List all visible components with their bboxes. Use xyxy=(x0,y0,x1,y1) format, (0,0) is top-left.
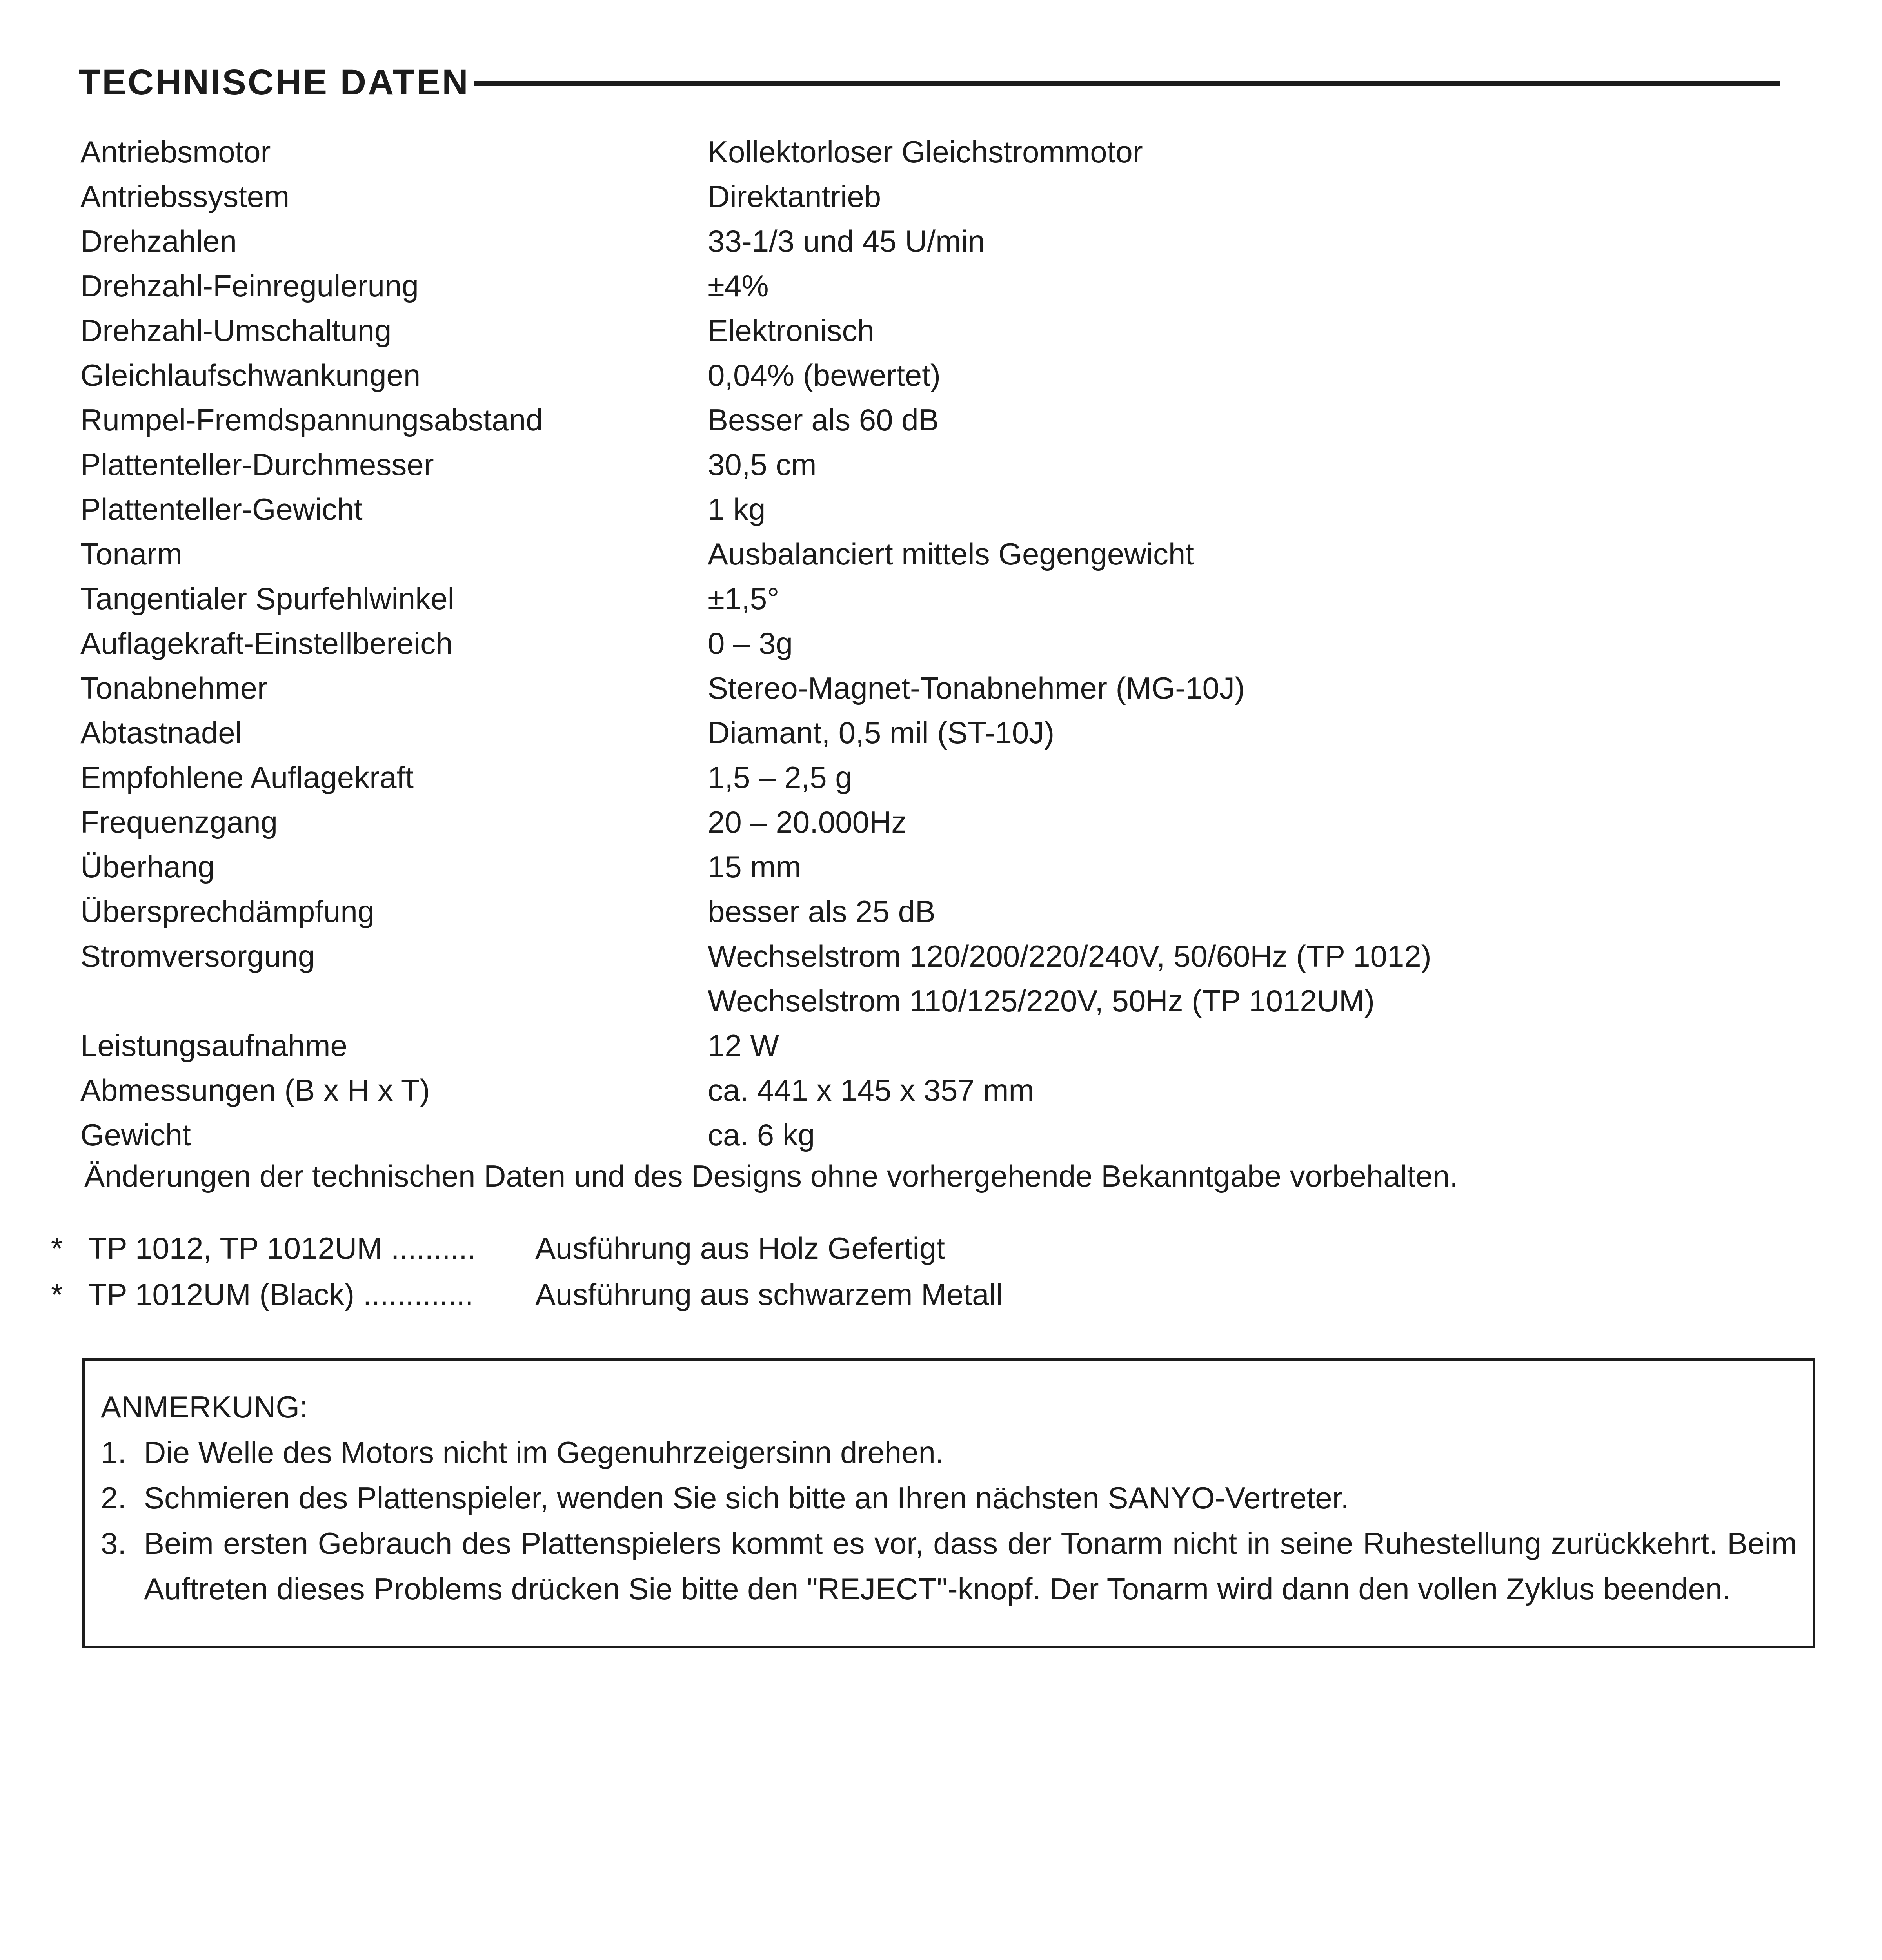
spec-label: Drehzahl-Feinregulerung xyxy=(80,268,419,303)
spec-values xyxy=(708,621,1766,666)
spec-row xyxy=(80,174,1766,219)
spec-label: Antriebsmotor xyxy=(80,134,271,169)
spec-values xyxy=(708,263,1766,308)
spec-row xyxy=(80,1068,1766,1112)
spec-value: Diamant, 0,5 mil (ST-10J) xyxy=(708,715,1055,750)
spec-row xyxy=(80,532,1766,576)
spec-values xyxy=(708,397,1766,442)
model-description: Ausführung aus Holz Gefertigt xyxy=(535,1230,945,1265)
spec-values xyxy=(708,1068,1766,1112)
spec-values xyxy=(708,1112,1766,1157)
spec-values xyxy=(708,442,1766,487)
spec-values xyxy=(708,844,1766,889)
page-title: TECHNISCHE DATEN xyxy=(78,62,470,102)
spec-row xyxy=(80,219,1766,263)
spec-label: Auflagekraft-Einstellbereich xyxy=(80,626,453,661)
spec-row xyxy=(80,308,1766,353)
spec-row xyxy=(80,666,1766,710)
spec-label: Überhang xyxy=(80,849,215,884)
spec-values xyxy=(708,1023,1766,1068)
spec-values xyxy=(708,174,1766,219)
spec-value: 1 kg xyxy=(708,492,766,526)
spec-row xyxy=(80,1112,1766,1157)
spec-row xyxy=(80,487,1766,532)
spec-label: Frequenzgang xyxy=(80,804,278,839)
note-title: ANMERKUNG: xyxy=(101,1390,308,1424)
spec-value: 33-1/3 und 45 U/min xyxy=(708,224,985,258)
spec-values xyxy=(708,576,1766,621)
spec-label: Plattenteller-Gewicht xyxy=(80,492,363,526)
model-description: Ausführung aus schwarzem Metall xyxy=(535,1277,1003,1312)
spec-values xyxy=(708,219,1766,263)
spec-value: 12 W xyxy=(708,1028,779,1063)
note-text: Beim ersten Gebrauch des Plattenspielers kommt es vor, dass der Tonarm nicht in seine Ruhestellung zurückkehrt. Beim Auftreten dieses Problems drücken Sie bitte den "REJECT"-knopf. Der Tonarm wird dann den vollen Zyklus beenden. xyxy=(144,1526,1797,1606)
spec-row xyxy=(80,397,1766,442)
spec-row xyxy=(80,1023,1766,1068)
spec-value: Ausbalanciert mittels Gegengewicht xyxy=(708,537,1194,571)
spec-values xyxy=(708,532,1766,576)
spec-value: Direktantrieb xyxy=(708,179,881,214)
spec-label: Gewicht xyxy=(80,1117,191,1152)
spec-label: Drehzahl-Umschaltung xyxy=(80,313,392,348)
spec-values xyxy=(708,889,1766,934)
model-row xyxy=(51,1271,1737,1318)
spec-row xyxy=(80,934,1766,1023)
spec-row xyxy=(80,755,1766,800)
spec-row xyxy=(80,353,1766,397)
note-item xyxy=(101,1430,1797,1475)
disclaimer: Änderungen der technischen Daten und des Designs ohne vorhergehende Bekanntgabe vorbehalten. xyxy=(84,1159,1458,1193)
spec-row xyxy=(80,576,1766,621)
spec-values xyxy=(708,710,1766,755)
spec-value: 15 mm xyxy=(708,849,801,884)
spec-label: Rumpel-Fremdspannungsabstand xyxy=(80,402,543,437)
spec-values xyxy=(708,666,1766,710)
spec-values xyxy=(708,800,1766,844)
spec-value: 0,04% (bewertet) xyxy=(708,358,941,392)
spec-label: Empfohlene Auflagekraft xyxy=(80,760,414,795)
title-rule xyxy=(474,81,1780,86)
spec-row xyxy=(80,442,1766,487)
spec-values xyxy=(708,353,1766,397)
spec-label: Stromversorgung xyxy=(80,939,315,973)
spec-values xyxy=(708,755,1766,800)
note-item xyxy=(101,1521,1797,1612)
spec-row xyxy=(80,800,1766,844)
spec-label: Antriebssystem xyxy=(80,179,290,214)
spec-value: Elektronisch xyxy=(708,313,874,348)
note-text: Die Welle des Motors nicht im Gegenuhrzeigersinn drehen. xyxy=(144,1435,944,1470)
spec-values xyxy=(708,308,1766,353)
model-row xyxy=(51,1225,1737,1271)
spec-table xyxy=(80,129,1766,1157)
spec-label: Drehzahlen xyxy=(80,223,237,258)
spec-label: Tonarm xyxy=(80,536,183,571)
spec-value: besser als 25 dB xyxy=(708,894,936,929)
spec-value: Besser als 60 dB xyxy=(708,403,939,437)
spec-row xyxy=(80,710,1766,755)
spec-row xyxy=(80,621,1766,666)
spec-label: Leistungsaufnahme xyxy=(80,1028,347,1063)
spec-value: ca. 441 x 145 x 357 mm xyxy=(708,1073,1034,1107)
spec-label: Plattenteller-Durchmesser xyxy=(80,447,434,482)
model-star: * xyxy=(51,1230,63,1265)
section-header xyxy=(78,59,1780,106)
spec-value: 0 – 3g xyxy=(708,626,793,661)
spec-values xyxy=(708,934,1766,1023)
model-name: TP 1012, TP 1012UM .......... xyxy=(88,1230,476,1265)
spec-label: Tonabnehmer xyxy=(80,670,267,705)
note-item xyxy=(101,1475,1797,1521)
note-number: 3. xyxy=(101,1526,127,1561)
spec-label: Tangentialer Spurfehlwinkel xyxy=(80,581,454,616)
spec-row xyxy=(80,263,1766,308)
spec-label: Abtastnadel xyxy=(80,715,242,750)
spec-value: Stereo-Magnet-Tonabnehmer (MG-10J) xyxy=(708,671,1245,705)
spec-label: Übersprechdämpfung xyxy=(80,894,375,929)
model-name: TP 1012UM (Black) ............. xyxy=(88,1277,474,1312)
spec-label: Abmessungen (B x H x T) xyxy=(80,1073,430,1107)
spec-row xyxy=(80,844,1766,889)
spec-value: Wechselstrom 110/125/220V, 50Hz (TP 1012UM) xyxy=(708,984,1375,1018)
spec-value: 1,5 – 2,5 g xyxy=(708,760,852,795)
spec-values xyxy=(708,129,1766,174)
spec-value: Kollektorloser Gleichstrommotor xyxy=(708,134,1143,169)
spec-value: Wechselstrom 120/200/220/240V, 50/60Hz (TP 1012) xyxy=(708,939,1431,973)
spec-row xyxy=(80,889,1766,934)
note-text: Schmieren des Plattenspieler, wenden Sie sich bitte an Ihren nächsten SANYO-Vertreter. xyxy=(144,1481,1350,1515)
spec-value: ±1,5° xyxy=(708,581,779,616)
spec-row xyxy=(80,129,1766,174)
model-list xyxy=(51,1225,1737,1318)
note-box xyxy=(82,1358,1815,1648)
note-number: 2. xyxy=(101,1481,127,1515)
spec-label: Gleichlaufschwankungen xyxy=(80,358,421,392)
spec-value: ±4% xyxy=(708,269,769,303)
spec-value: 20 – 20.000Hz xyxy=(708,805,907,839)
spec-value: ca. 6 kg xyxy=(708,1118,815,1152)
spec-values xyxy=(708,487,1766,532)
spec-value: 30,5 cm xyxy=(708,447,817,482)
note-number: 1. xyxy=(101,1435,127,1470)
model-star: * xyxy=(51,1277,63,1312)
note-list xyxy=(101,1430,1797,1612)
